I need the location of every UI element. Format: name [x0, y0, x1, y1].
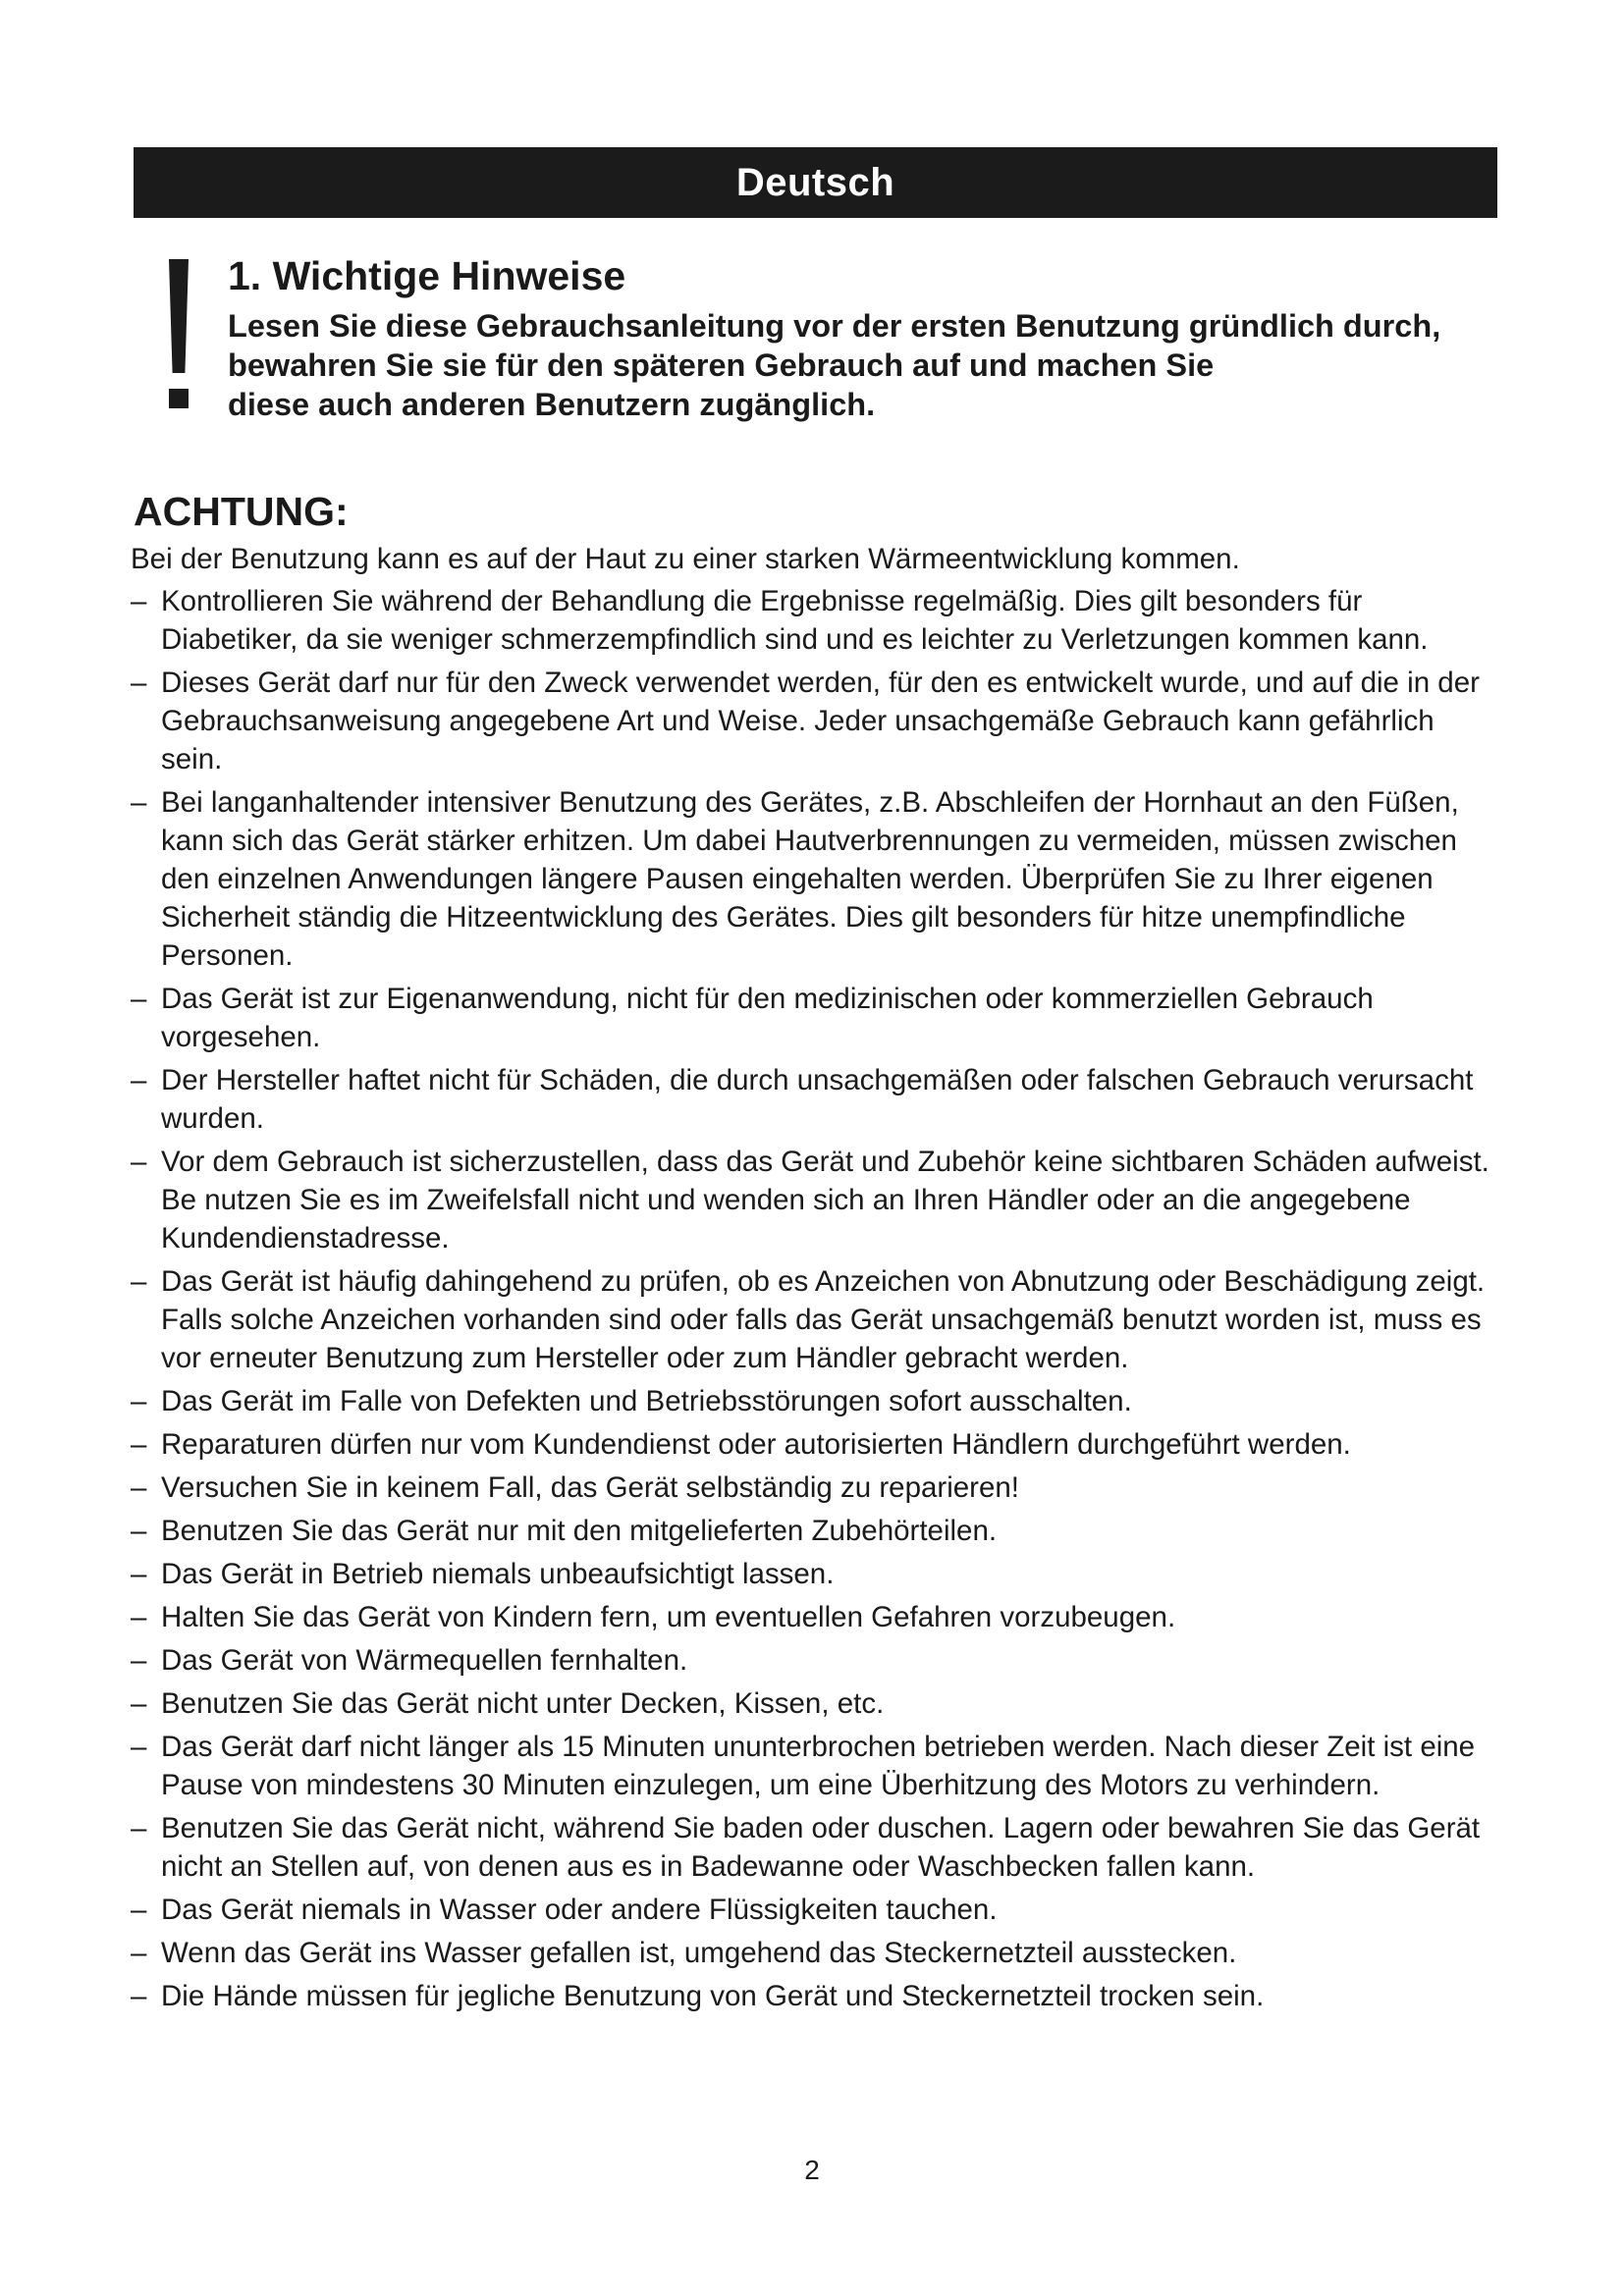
list-item	[131, 783, 1500, 975]
list-item	[131, 1809, 1500, 1886]
caution-intro: Bei der Benutzung kann es auf der Haut zu einer starken Wärmeentwicklung kommen.	[131, 543, 1240, 575]
list-item	[131, 1641, 1500, 1680]
list-dash: –	[131, 983, 147, 1015]
list-item	[131, 582, 1500, 659]
list-dash: –	[131, 1428, 147, 1461]
list-item-text: Benutzen Sie das Gerät nicht, während Sie baden oder duschen. Lagern oder bewahren Sie das Gerät nicht an Stellen auf, von denen aus es in Badewanne oder Waschbecken fallen kann.	[161, 1812, 1481, 1883]
list-dash: –	[131, 1731, 147, 1763]
list-item-text: Kontrollieren Sie während der Behandlung die Ergebnisse regelmäßig. Dies gilt besonders für Diabetiker, da sie weniger schmerzempfindlich sind und es leichter zu Verletzungen kommen kann.	[161, 585, 1429, 656]
page-number: 2	[804, 2155, 820, 2185]
list-item-text: Die Hände müssen für jegliche Benutzung von Gerät und Steckernetzteil trocken sein.	[161, 1980, 1265, 2012]
list-item	[131, 1143, 1500, 1257]
list-dash: –	[131, 1558, 147, 1590]
list-item-text: Reparaturen dürfen nur vom Kundendienst oder autorisierten Händlern durchgeführt werden.	[161, 1428, 1351, 1461]
list-item	[131, 1555, 1500, 1593]
list-dash: –	[131, 1471, 147, 1504]
list-item-text: Halten Sie das Gerät von Kindern fern, um eventuellen Gefahren vorzubeugen.	[161, 1601, 1176, 1633]
important-notice	[157, 251, 1502, 438]
list-item-text: Das Gerät ist zur Eigenanwendung, nicht für den medizinischen oder kommerziellen Gebrauch vorgesehen.	[161, 983, 1374, 1053]
list-item	[131, 1512, 1500, 1550]
list-dash: –	[131, 1980, 147, 2012]
list-item-text: Versuchen Sie in keinem Fall, das Gerät selbständig zu reparieren!	[161, 1471, 1019, 1504]
language-header-bar	[134, 147, 1497, 218]
list-dash: –	[131, 1894, 147, 1926]
list-item-text: Benutzen Sie das Gerät nicht unter Decken, Kissen, etc.	[161, 1687, 885, 1720]
exclamation-icon-bar	[169, 259, 189, 373]
list-item-text: Vor dem Gebrauch ist sicherzustellen, dass das Gerät und Zubehör keine sichtbaren Schäden aufweist. Be nutzen Sie es im Zweifelsfall nicht und wenden sich an Ihren Händler oder an die angegebene Kundendienstadresse.	[161, 1146, 1489, 1255]
list-dash: –	[131, 1937, 147, 1969]
section-title: 1. Wichtige Hinweise	[228, 253, 626, 298]
list-item-text: Das Gerät niemals in Wasser oder andere Flüssigkeiten tauchen.	[161, 1894, 998, 1926]
list-dash: –	[131, 1265, 147, 1298]
list-dash: –	[131, 786, 147, 819]
list-dash: –	[131, 585, 147, 617]
list-dash: –	[131, 1687, 147, 1720]
list-item	[131, 1425, 1500, 1464]
list-item-text: Das Gerät ist häufig dahingehend zu prüfen, ob es Anzeichen von Abnutzung oder Beschädigung zeigt. Falls solche Anzeichen vorhanden sind oder falls das Gerät unsachgemäß benutzt worden ist, muss es vor erneuter Benutzung zum Hersteller oder zum Händler gebracht werden.	[161, 1265, 1486, 1374]
list-item-text: Das Gerät von Wärmequellen fernhalten.	[161, 1644, 688, 1677]
list-dash: –	[131, 1146, 147, 1178]
list-item	[131, 980, 1500, 1056]
list-item	[131, 1382, 1500, 1420]
list-item	[131, 1598, 1500, 1636]
list-item	[131, 1684, 1500, 1723]
list-item	[131, 1934, 1500, 1972]
list-item	[131, 1728, 1500, 1804]
list-item-text: Das Gerät darf nicht länger als 15 Minuten ununterbrochen betrieben werden. Nach dieser Zeit ist eine Pause von mindestens 30 Minuten einzulegen, um eine Überhitzung des Motors zu verhindern.	[161, 1731, 1476, 1801]
list-item	[131, 1977, 1500, 2015]
list-item-text: Benutzen Sie das Gerät nur mit den mitgelieferten Zubehörteilen.	[161, 1515, 998, 1547]
list-item-text: Wenn das Gerät ins Wasser gefallen ist, umgehend das Steckernetzteil ausstecken.	[161, 1937, 1237, 1969]
list-item-text: Der Hersteller haftet nicht für Schäden, die durch unsachgemäßen oder falschen Gebrauch verursacht wurden.	[161, 1064, 1474, 1135]
list-item	[131, 1891, 1500, 1929]
notice-line: bewahren Sie sie für den späteren Gebrauch auf und machen Sie	[228, 347, 1215, 383]
exclamation-icon-dot	[169, 389, 189, 408]
list-dash: –	[131, 1644, 147, 1677]
list-item-text: Das Gerät im Falle von Defekten und Betriebsstörungen sofort ausschalten.	[161, 1385, 1132, 1417]
notice-line: Lesen Sie diese Gebrauchsanleitung vor der ersten Benutzung gründlich durch,	[228, 308, 1441, 344]
list-dash: –	[131, 1515, 147, 1547]
list-item	[131, 664, 1500, 778]
list-dash: –	[131, 1385, 147, 1417]
list-item-text: Das Gerät in Betrieb niemals unbeaufsichtigt lassen.	[161, 1558, 835, 1590]
list-item	[131, 1262, 1500, 1377]
list-dash: –	[131, 667, 147, 699]
list-dash: –	[131, 1601, 147, 1633]
list-item-text: Dieses Gerät darf nur für den Zweck verwendet werden, für den es entwickelt wurde, und auf die in der Gebrauchsanweisung angegebene Art und Weise. Jeder unsachgemäße Gebrauch kann gefährlich sein.	[161, 667, 1480, 775]
list-item	[131, 1061, 1500, 1138]
notice-text	[228, 306, 1504, 424]
list-item	[131, 1468, 1500, 1507]
list-dash: –	[131, 1812, 147, 1844]
caution-heading: ACHTUNG:	[134, 489, 349, 534]
list-dash: –	[131, 1064, 147, 1096]
list-item-text: Bei langanhaltender intensiver Benutzung des Gerätes, z.B. Abschleifen der Hornhaut an den Füßen, kann sich das Gerät stärker erhitzen. Um dabei Hautverbrennungen zu vermeiden, müssen zwischen den einzelnen Anwendungen längere Pausen eingehalten werden. Überprüfen Sie zu Ihrer eigenen Sicherheit ständig die Hitzeentwicklung des Gerätes. Dies gilt besonders für hitze unempfindliche Personen.	[161, 786, 1459, 972]
caution-list	[131, 582, 1500, 2015]
caution-section	[131, 540, 1500, 2020]
notice-line: diese auch anderen Benutzern zugänglich.	[228, 387, 876, 422]
language-label: Deutsch	[735, 160, 895, 204]
